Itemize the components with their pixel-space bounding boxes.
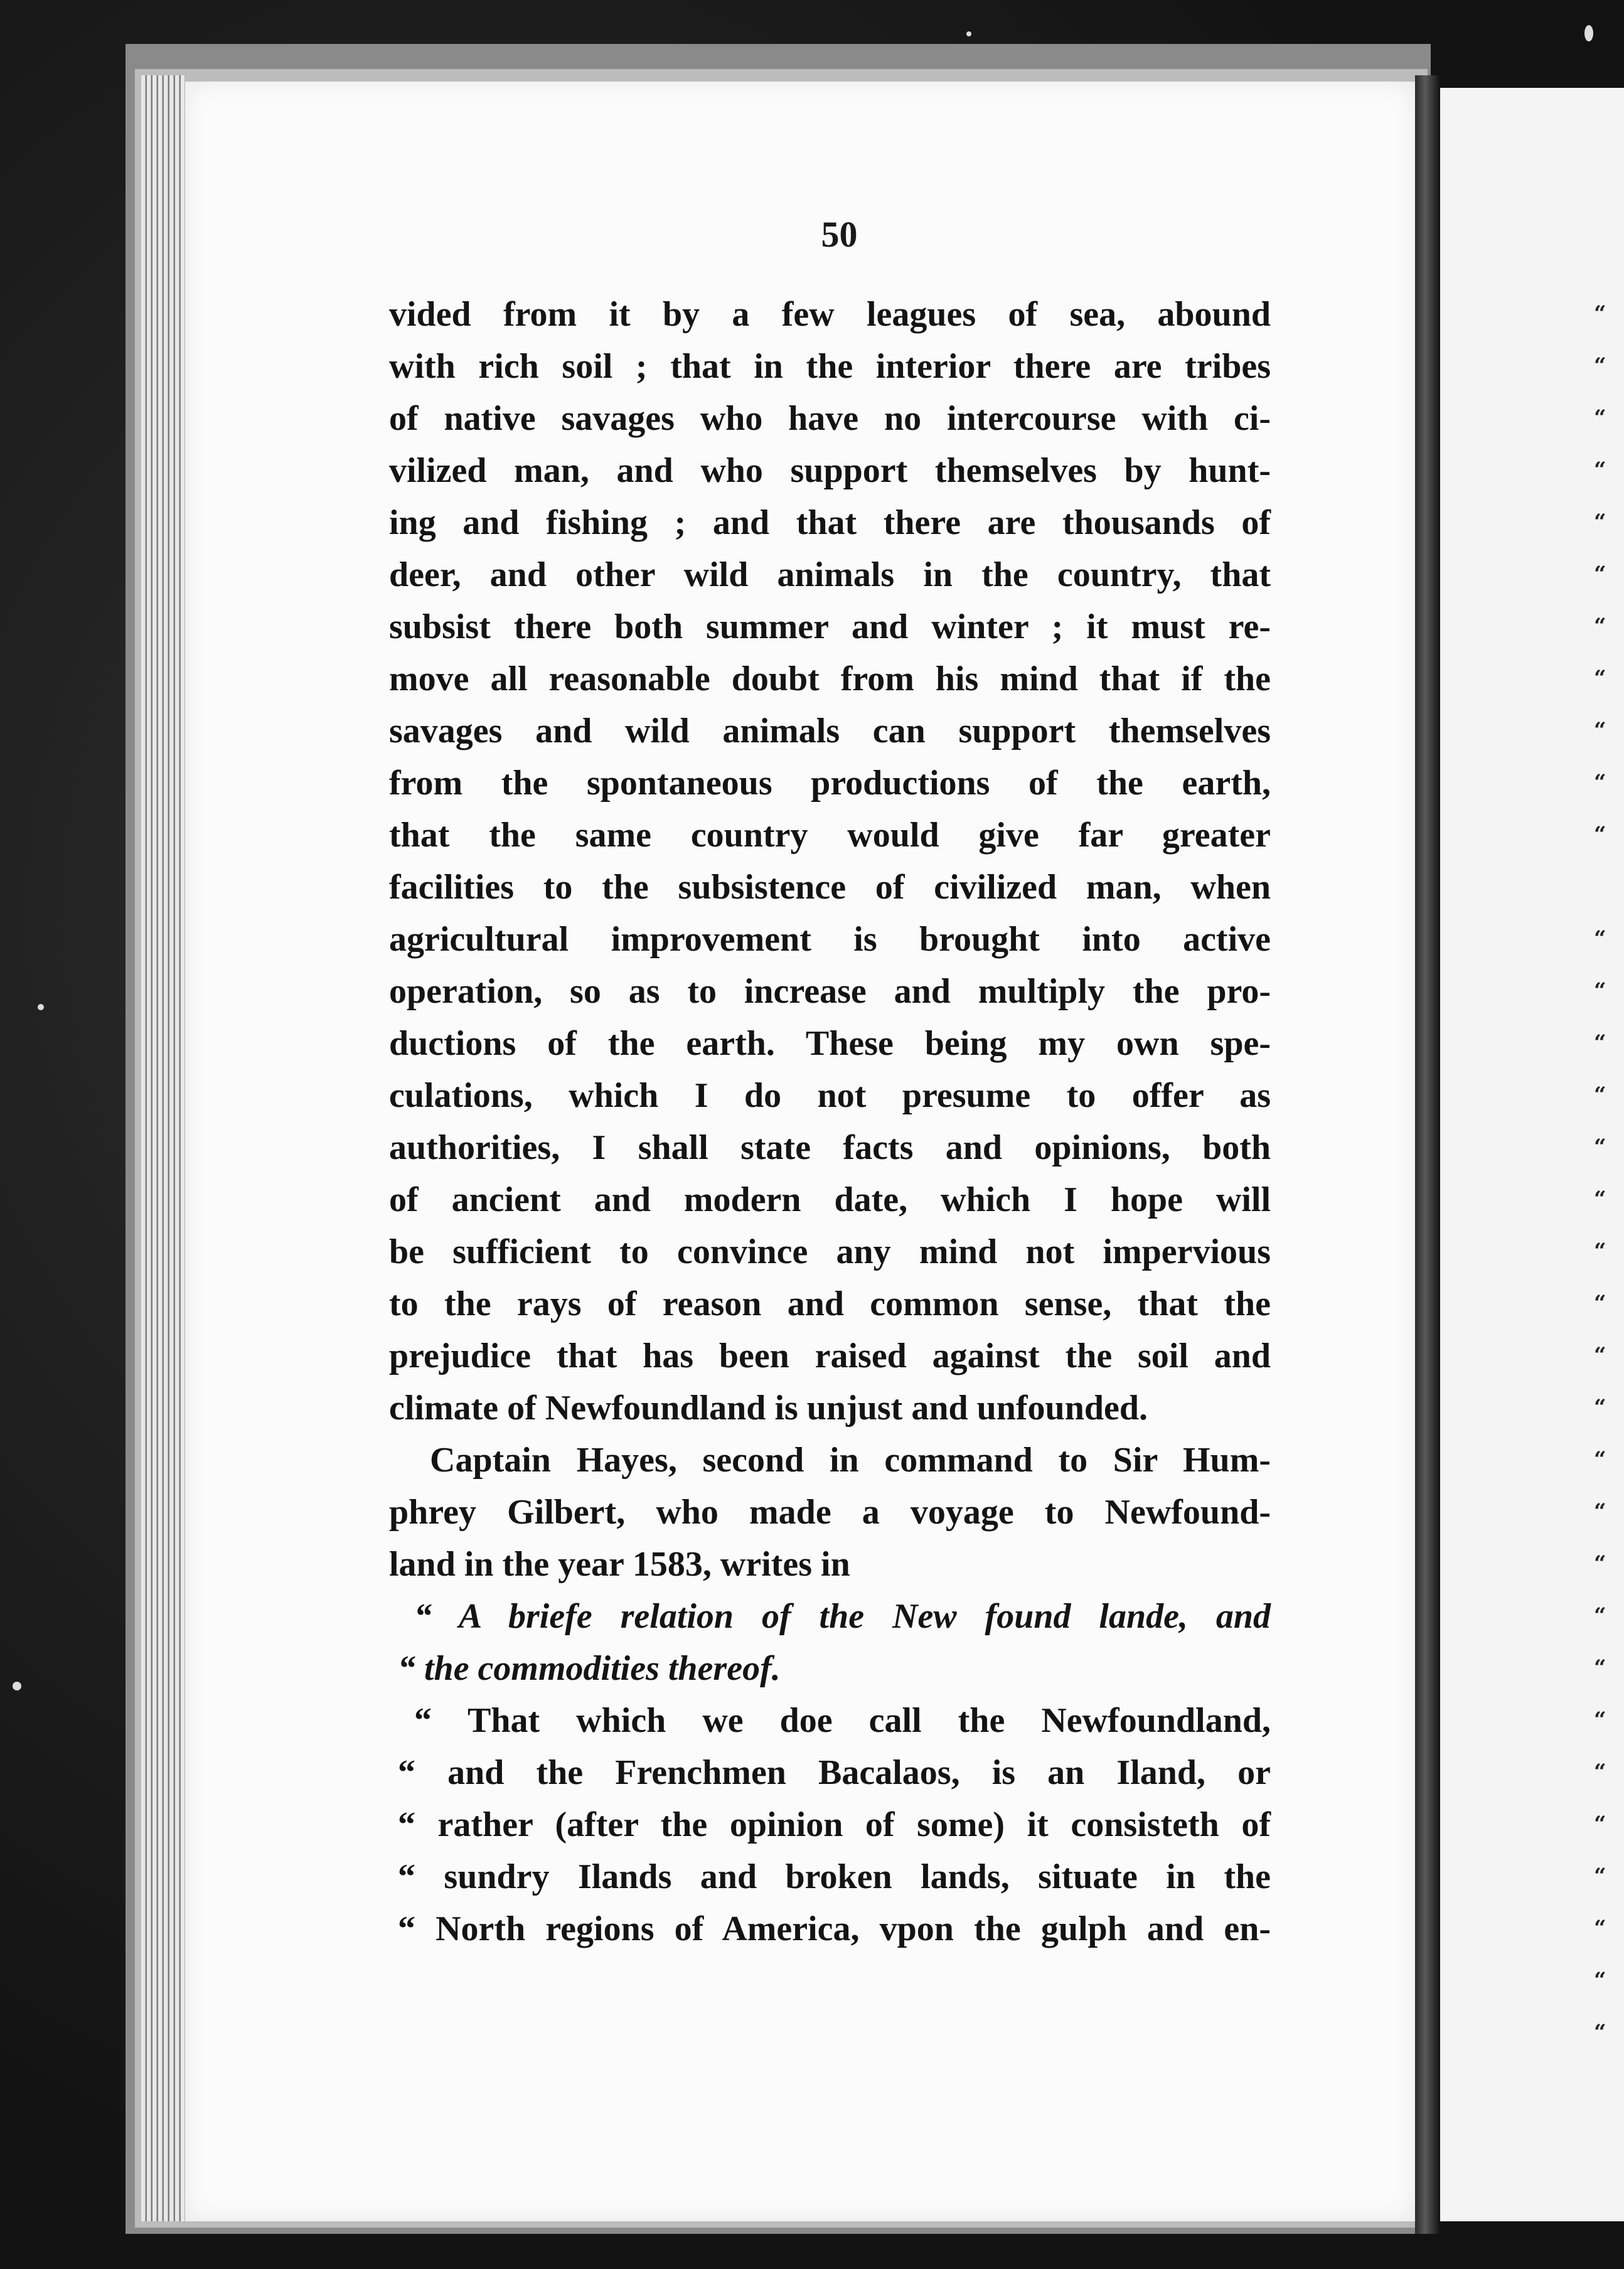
ditto-mark: “	[1594, 718, 1606, 743]
ditto-mark: “	[1594, 1603, 1606, 1628]
italic-title-line: “ the commodities thereof.	[398, 1649, 781, 1688]
text-line: Captain Hayes, second in command to Sir Hum-	[430, 1441, 1271, 1480]
page-body	[389, 289, 1271, 1955]
ditto-mark: “	[1594, 614, 1606, 639]
ditto-mark: “	[1594, 1291, 1606, 1316]
text-line: savages and wild animals can support themselves	[389, 712, 1271, 750]
book-gutter	[1415, 75, 1440, 2234]
dust-speck	[1584, 25, 1593, 41]
dust-speck	[966, 31, 971, 36]
text-line: deer, and other wild animals in the country, that	[389, 555, 1271, 594]
ditto-mark: “	[1594, 1134, 1606, 1160]
ditto-mark: “	[1594, 1759, 1606, 1785]
text-line: be sufficient to convince any mind not impervious	[389, 1232, 1271, 1271]
quoted-line: “ and the Frenchmen Bacalaos, is an Iland, or	[398, 1753, 1271, 1792]
text-line: agricultural improvement is brought into active	[389, 920, 1271, 959]
text-line: vilized man, and who support themselves by hunt-	[389, 451, 1271, 490]
ditto-mark: “	[1594, 562, 1606, 587]
ditto-mark: “	[1594, 1343, 1606, 1368]
ditto-mark: “	[1594, 1864, 1606, 1889]
text-line: authorities, I shall state facts and opinions, both	[389, 1128, 1271, 1167]
text-line: ing and fishing ; and that there are thousands of	[389, 503, 1271, 542]
text-line: to the rays of reason and common sense, that the	[389, 1284, 1271, 1323]
italic-title-line: “ A briefe relation of the New found lande, and	[414, 1597, 1271, 1636]
ditto-mark: “	[1594, 1968, 1606, 1993]
dust-speck	[38, 1004, 44, 1010]
ditto-mark: “	[1594, 1395, 1606, 1420]
ditto-mark: “	[1594, 405, 1606, 430]
text-line: ductions of the earth. These being my own spe-	[389, 1024, 1271, 1063]
text-line: from the spontaneous productions of the earth,	[389, 764, 1271, 803]
text-line: operation, so as to increase and multiply the pro-	[389, 972, 1271, 1011]
text-line: culations, which I do not presume to offer as	[389, 1076, 1271, 1115]
quoted-line: “ That which we doe call the Newfoundland,	[414, 1701, 1271, 1740]
text-line: of ancient and modern date, which I hope will	[389, 1180, 1271, 1219]
dust-speck	[13, 1682, 21, 1690]
ditto-mark: “	[1594, 1707, 1606, 1732]
ditto-mark: “	[1594, 1499, 1606, 1524]
text-line: with rich soil ; that in the interior there are tribes	[389, 347, 1271, 386]
ditto-mark: “	[1594, 1082, 1606, 1108]
ditto-mark: “	[1594, 666, 1606, 691]
ditto-mark: “	[1594, 822, 1606, 847]
ditto-mark: “	[1594, 1187, 1606, 1212]
page-edges	[141, 75, 185, 2221]
ditto-mark: “	[1594, 978, 1606, 1003]
ditto-mark: “	[1594, 1916, 1606, 1941]
text-line: move all reasonable doubt from his mind that if the	[389, 659, 1271, 698]
ditto-mark: “	[1594, 510, 1606, 535]
text-line: subsist there both summer and winter ; it must re-	[389, 607, 1271, 646]
quoted-line: “ sundry Ilands and broken lands, situate in the	[398, 1857, 1271, 1896]
text-line: land in the year 1583, writes in	[389, 1545, 850, 1584]
ditto-mark: “	[1594, 2020, 1606, 2045]
ditto-mark: “	[1594, 1239, 1606, 1264]
text-line: that the same country would give far greater	[389, 816, 1271, 855]
ditto-mark: “	[1594, 1551, 1606, 1576]
quoted-line: “ rather (after the opinion of some) it consisteth of	[398, 1805, 1271, 1844]
ditto-mark: “	[1594, 457, 1606, 483]
ditto-mark: “	[1594, 1447, 1606, 1472]
text-line: of native savages who have no intercourse with ci-	[389, 399, 1271, 438]
ditto-mark: “	[1594, 1655, 1606, 1680]
ditto-mark: “	[1594, 1812, 1606, 1837]
text-line: climate of Newfoundland is unjust and unfounded.	[389, 1389, 1148, 1428]
quoted-line: “ North regions of America, vpon the gulph and en-	[398, 1909, 1271, 1948]
ditto-mark: “	[1594, 770, 1606, 795]
ditto-mark: “	[1594, 353, 1606, 378]
text-line: facilities to the subsistence of civilized man, when	[389, 868, 1271, 907]
page-number: 50	[821, 214, 858, 255]
text-line: vided from it by a few leagues of sea, abound	[389, 295, 1271, 334]
text-line: prejudice that has been raised against the soil and	[389, 1337, 1271, 1375]
ditto-mark: “	[1594, 926, 1606, 951]
ditto-mark: “	[1594, 301, 1606, 326]
text-line: phrey Gilbert, who made a voyage to Newfound-	[389, 1493, 1271, 1532]
ditto-mark: “	[1594, 1030, 1606, 1055]
